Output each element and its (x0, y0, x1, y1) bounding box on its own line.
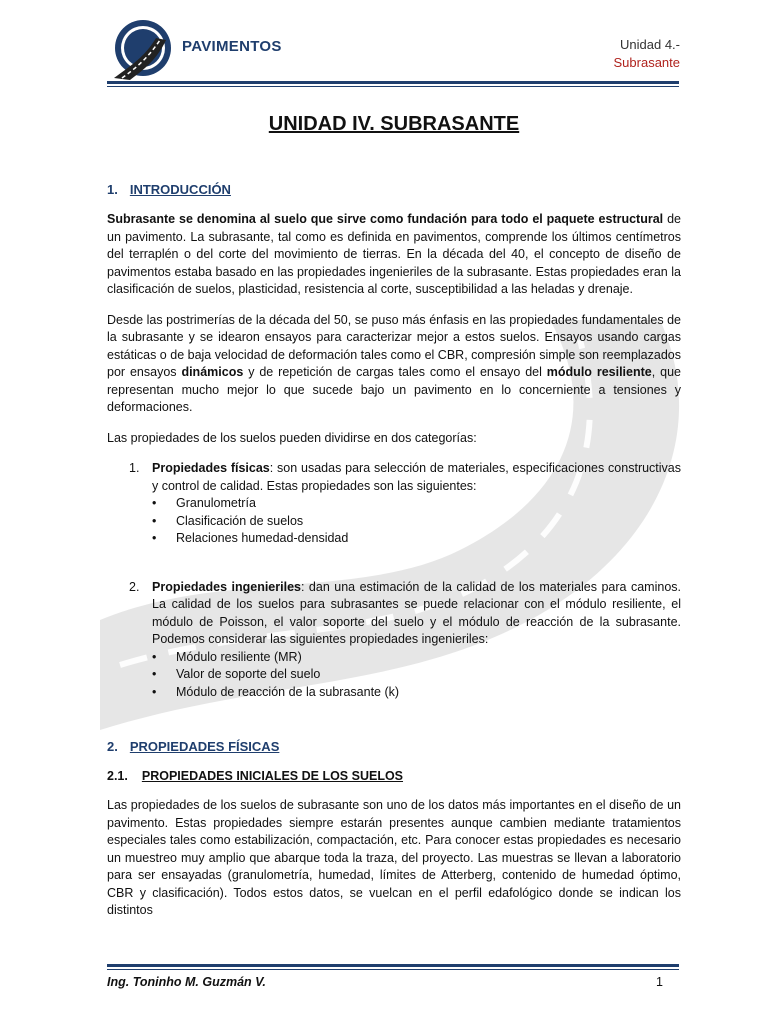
paragraph-propiedades-iniciales: Las propiedades de los suelos de subrasante son uno de los datos más importantes en el diseño de un pavimento. Estas propiedades siempre estarán presentes aunque cambien mediante tratamientos especiales tales como estabilización, compactación, etc. Para conocer estas propiedades es necesario un muestreo muy amplio que abarque toda la traza, del proyecto. Las muestras se llevan a laboratorio para ser ensayadas (granulometría, humedad, límites de Atterberg, contenido de humedad óptimo, CBR y clasificación). Todos estos datos, se vuelcan en el perfil edafológico donde se indican los distintos (107, 798, 681, 917)
paragraph-intro-3: Las propiedades de los suelos pueden dividirse en dos categorías: (107, 430, 477, 445)
paragraph-bold-text: Subrasante se denomina al suelo que sirve como fundación para todo el paquete estructural (107, 212, 664, 226)
paragraph-text: de un pavimento. La subrasante, tal como es definida en pavimentos, comprende los últimos centímetros del terraplén o del corte del movimiento de tierras. En la década del 40, el concepto de diseño de pavimentos estaba basado en las propiedades ingenieriles de la subrasante. Estas propiedades eran la clasificación de suelos, plasticidad, resistencia al corte, susceptibilidad a las heladas y drenaje. (107, 212, 681, 296)
page-number: 1 (656, 975, 663, 989)
paragraph-intro-1 (107, 211, 681, 299)
header-brand: PAVIMENTOS (182, 38, 282, 55)
bullet-text: Clasificación de suelos (176, 513, 304, 528)
bullet-glyph: • (152, 531, 157, 545)
paragraph-text: y de repetición de cargas tales como el ensayo del (243, 365, 547, 379)
header-rule (107, 81, 679, 84)
paragraph-text: , que representan mucho mejor lo que sucede bajo un pavimento en lo concerniente a tensiones y deformaciones. (107, 365, 681, 414)
section-heading-introduccion (107, 182, 681, 197)
section-title: INTRODUCCIÓN (129, 182, 231, 197)
paragraph-bold-text: módulo resiliente (546, 365, 652, 379)
list-number: 1. (129, 461, 140, 475)
list-item-bold: Propiedades ingenieriles (152, 579, 301, 594)
footer-author: Ing. Toninho M. Guzmán V. (107, 975, 266, 989)
bullet-glyph: • (152, 667, 157, 681)
paragraph-text: Desde las postrimerías de la década del 50, se puso más énfasis en las propiedades fundamentales de la subrasante y se idearon ensayos para caracterizar mejor a estos suelos. Ensayos usando cargas estáticas o de baja velocidad de deformación tales como el CBR, compresión simple son reemplazados por ensayos (107, 312, 681, 379)
list-item-text: : dan una estimación de la calidad de los materiales para caminos. La calidad de los suelos para subrasantes se puede relacionar con el módulo resiliente, el módulo de Poisson, el valor soporte del suelo y el módulo de reacción de la subrasante. Podemos considerar las siguientes propiedades ingenieriles: (152, 579, 681, 646)
bullet-item (152, 684, 681, 702)
section-heading-propiedades-fisicas (107, 739, 681, 754)
road-logo-icon (110, 18, 176, 80)
bullet-text: Módulo de reacción de la subrasante (k) (176, 684, 400, 699)
list-item-propiedades-ingenieriles (107, 579, 681, 702)
bullet-glyph: • (152, 649, 157, 664)
list-item-bold: Propiedades físicas (152, 461, 270, 475)
bullet-text: Granulometría (176, 496, 256, 510)
bullet-item (152, 649, 681, 667)
document-title: UNIDAD IV. SUBRASANTE (268, 113, 520, 135)
bullet-text: Valor de soporte del suelo (176, 667, 321, 681)
section-title: PROPIEDADES FÍSICAS (129, 739, 280, 754)
subsection-title: PROPIEDADES INICIALES DE LOS SUELOS (141, 769, 404, 783)
bullet-item (152, 530, 681, 548)
bullet-text: Módulo resiliente (MR) (176, 649, 302, 664)
header-unit-info (614, 36, 681, 72)
bullet-glyph: • (152, 684, 157, 699)
list-item-propiedades-fisicas (107, 460, 681, 548)
bullet-glyph: • (152, 513, 157, 528)
header-subtitle: Subrasante (613, 55, 680, 70)
bullet-list (152, 649, 681, 702)
subsection-number: 2.1. (107, 769, 128, 783)
bullet-glyph: • (152, 496, 157, 510)
header-rule-thin (107, 86, 679, 87)
document-body (107, 110, 681, 920)
bullet-item (152, 495, 681, 513)
bullet-item (152, 513, 681, 531)
bullet-item (152, 666, 681, 684)
footer-rule-thin (107, 969, 679, 970)
section-number: 1. (107, 182, 118, 197)
subsection-heading-propiedades-iniciales (107, 769, 681, 783)
section-number: 2. (107, 739, 118, 754)
footer-rule (107, 964, 679, 967)
paragraph-intro-2 (107, 312, 681, 417)
properties-list (107, 460, 681, 701)
header-unit: Unidad 4.- (620, 37, 680, 52)
list-item-text: : son usadas para selección de materiales, especificaciones constructivas y control de calidad. Estas propiedades son las siguientes: (152, 461, 682, 493)
bullet-text: Relaciones humedad-densidad (176, 531, 349, 545)
paragraph-bold-text: dinámicos (181, 365, 244, 379)
list-number: 2. (129, 579, 140, 594)
bullet-list (152, 495, 681, 548)
